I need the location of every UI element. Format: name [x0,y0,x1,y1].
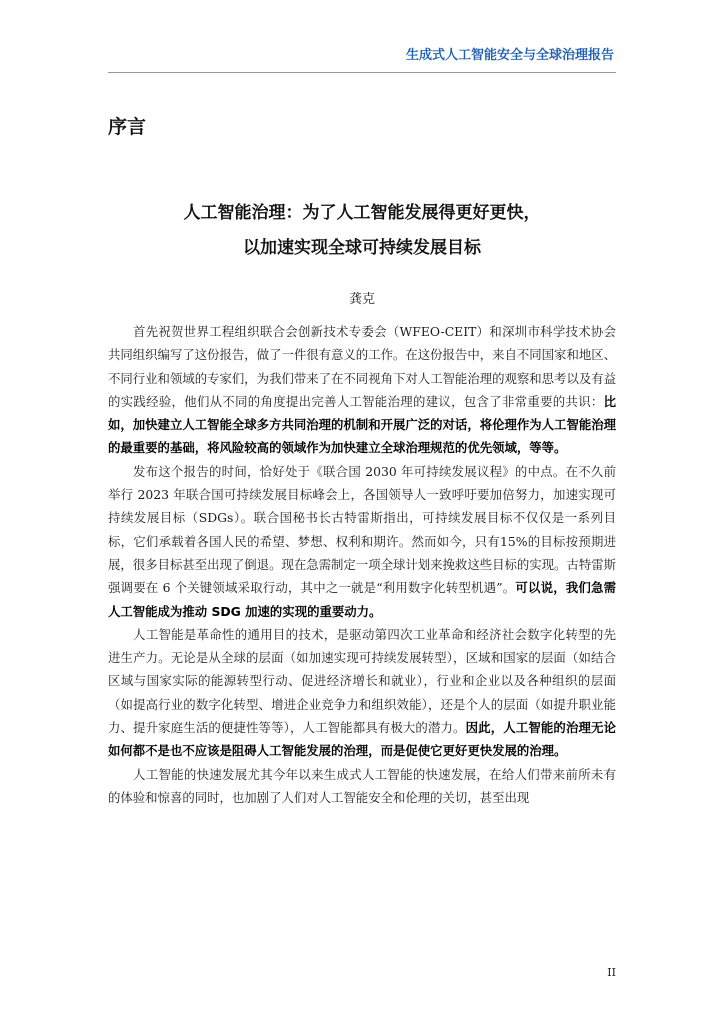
running-header-title: 生成式人工智能安全与全球治理报告 [405,48,614,63]
body-text [108,320,616,809]
section-heading: 序言 [108,116,147,138]
paragraph-1-text: 首先祝贺世界工程组织联合会创新技术专委会（WFEO-CEIT）和深圳市科学技术协会共同组织编写了这份报告，做了一件很有意义的工作。在这份报告中，来自不同国家和地区、不同行业和领域的专家们，为我们带来了在不同视角下对人工智能治理的观察和思考以及有益的实践经验，他们从不同的角度提出完善人工智能治理的建议，包含了非常重要的共识： [108,324,617,409]
paragraph-1-emphasis: 比如，加快建立人工智能全球多方共同治理的机制和开展广泛的对话，将伦理作为人工智能治理的最重要的基础，将风险较高的领域作为加快建立全球治理规范的优先领域，等等。 [108,393,617,456]
article-title-line-2: 以加速实现全球可持续发展目标 [243,238,481,258]
paragraph-2-text: 发布这个报告的时间，恰好处于《联合国 2030 年可持续发展议程》的中点。在不久前举行 2023 年联合国可持续发展目标峰会上，各国领导人一致呼吁要加倍努力，加速实现可持续发展目标（SDGs）。联合国秘书长古特雷斯指出，可持续发展目标不仅仅是一系列目标，它们承载着各国人民的希望、梦想、权利和期许。然而如今，只有15%的目标按预期进展，很多目标甚至出现了倒退。现在急需制定一项全球计划来挽救这些目标的实现。古特雷斯强调要在 6 个关键领域采取行动，其中之一就是“利用数字化转型机遇”。 [108,463,617,596]
header-divider [108,72,616,73]
paragraph-3-text: 人工智能是革命性的通用目的技术，是驱动第四次工业革命和经济社会数字化转型的先进生产力。无论是从全球的层面（如加速实现可持续发展转型），区域和国家的层面（如结合区域与国家实际的能源转型行动、促进经济增长和就业），行业和企业以及各种组织的层面（如提高行业的数字化转型、增进企业竞争力和组织效能），还是个人的层面（如提升职业能力、提升家庭生活的便捷性等等），人工智能都具有极大的潜力。 [108,626,616,736]
paragraph-4-text: 人工智能的快速发展尤其今年以来生成式人工智能的快速发展，在给人们带来前所未有的体验和惊喜的同时，也加剧了人们对人工智能安全和伦理的关切，甚至出现 [108,766,616,805]
paragraph-3-emphasis: 因此，人工智能的治理无论如何都不是也不应该是阻碍人工智能发展的治理，而是促使它更好更快发展的治理。 [108,720,616,759]
article-title-line-1: 人工智能治理：为了人工智能发展得更好更快， [183,203,541,223]
paragraph-4 [108,763,616,810]
paragraph-2 [108,460,616,623]
author-name: 龚克 [348,292,375,307]
paragraph-2-emphasis: 可以说，我们急需人工智能成为推动 SDG 加速的实现的重要动力。 [108,580,617,619]
paragraph-3 [108,623,616,763]
page-number: II [607,966,616,979]
paragraph-1 [108,320,616,460]
